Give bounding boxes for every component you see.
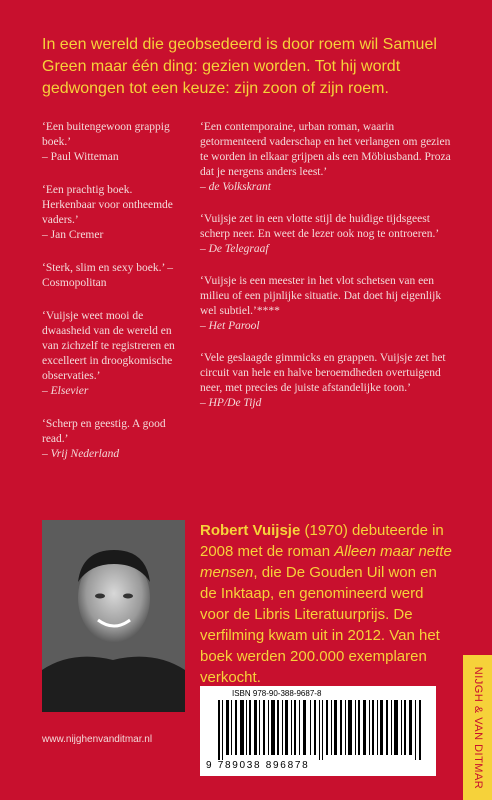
barcode bbox=[200, 686, 436, 776]
quote-text: ‘Vele geslaagde gimmicks en grappen. Vuijsje zet het circuit van hele en halve beroemdheden overtuigend neer, met precies de juiste afstandelijke toon.’ bbox=[200, 352, 446, 394]
quote-source: – de Volkskrant bbox=[200, 181, 271, 193]
quote-text: ‘Een contemporaine, urban roman, waarin getormenteerd vaderschap en het verlangen om gezien te worden in elkaar grijpen als een Möbiusband. Proza dat je nergens anders leest.’ bbox=[200, 121, 451, 178]
quote bbox=[42, 417, 182, 462]
author-photo bbox=[42, 520, 185, 712]
isbn-label: ISBN 978-90-388-9687-8 bbox=[232, 689, 322, 698]
quote bbox=[42, 120, 182, 165]
quote-source: – Het Parool bbox=[200, 320, 260, 332]
quote bbox=[42, 261, 182, 291]
quote-source: – Jan Cremer bbox=[42, 229, 104, 241]
barcode-digits: 9 789038 896878 bbox=[206, 760, 310, 771]
quote-source: – Vrij Nederland bbox=[42, 448, 120, 460]
bio-text-part2: , die De Gouden Uil won en de Inktaap, en genomineerd werd voor de Libris Literatuurprijs. De verfilming kwam uit in 2012. Van het boek werden 200.000 exemplaren verkocht. bbox=[200, 564, 440, 686]
quote-source: – De Telegraaf bbox=[200, 243, 269, 255]
quote bbox=[42, 183, 182, 243]
quote bbox=[200, 274, 455, 334]
bio-text-part1: (1970) debuteerde in 2008 met de roman bbox=[200, 522, 444, 560]
quotes-left-column bbox=[42, 120, 182, 480]
quote bbox=[200, 120, 455, 195]
quote-source: – HP/De Tijd bbox=[200, 397, 262, 409]
quote-text: ‘Sterk, slim en sexy boek.’ – Cosmopolitan bbox=[42, 262, 174, 289]
barcode-bars bbox=[218, 700, 424, 760]
quote-source: – Elsevier bbox=[42, 385, 89, 397]
intro-text: In een wereld die geobsedeerd is door roem wil Samuel Green maar één ding: gezien worden. Tot hij wordt gedwongen tot een keuze: zijn zoon of zijn roem. bbox=[42, 36, 437, 97]
publisher-spine-label bbox=[463, 655, 492, 800]
author-portrait-illustration bbox=[42, 520, 185, 712]
publisher-website[interactable]: www.nijghenvanditmar.nl bbox=[42, 734, 153, 745]
quote-text: ‘Een prachtig boek. Herkenbaar voor ontheemde vaders.’ bbox=[42, 184, 173, 226]
author-name: Robert Vuijsje bbox=[200, 522, 301, 539]
quote-text: ‘Vuijsje zet in een vlotte stijl de huidige tijdsgeest scherp neer. En weet de lezer ook nog te ontroeren.’ bbox=[200, 213, 440, 240]
quote-source: – Paul Witteman bbox=[42, 151, 119, 163]
quote-text: ‘Scherp en geestig. A good read.’ bbox=[42, 418, 166, 445]
book-title: Alleen maar nette mensen bbox=[200, 543, 452, 581]
quote-text: ‘Vuijsje is een meester in het vlot schetsen van een milieu of een pijnlijke situatie. Dat doet hij eigenlijk wel subtiel.’**** bbox=[200, 275, 442, 317]
quote-text: ‘Een buitengewoon grappig boek.’ bbox=[42, 121, 170, 148]
quotes-right-column bbox=[200, 120, 455, 428]
author-bio bbox=[200, 520, 452, 688]
publisher-name: NIJGH & VAN DITMAR bbox=[471, 666, 484, 789]
quote-text: ‘Vuijsje weet mooi de dwaasheid van de wereld en van zichzelf te registreren en excelleert in droogkomische observaties.’ bbox=[42, 310, 175, 382]
quote bbox=[200, 351, 455, 411]
quote bbox=[42, 309, 182, 399]
quote bbox=[200, 212, 455, 257]
